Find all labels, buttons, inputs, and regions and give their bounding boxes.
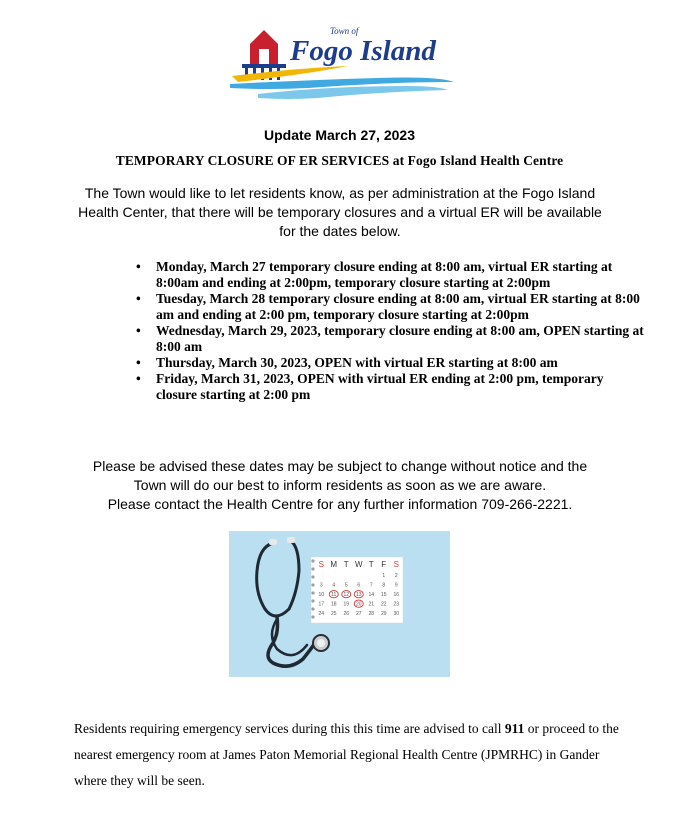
calendar-day: 21 [368,601,375,608]
list-item [136,371,646,403]
list-item-text: Thursday, March 30, 2023, OPEN with virtual ER starting at 8:00 am [156,355,558,370]
advisory-line: Please be advised these dates may be subject to change without notice and the [92,458,588,474]
calendar-day: 23 [393,601,400,608]
calendar-day: 10 [318,592,325,598]
calendar-weekday: W [354,560,363,569]
list-item [136,323,646,355]
update-title: Update March 27, 2023 [264,127,415,143]
calendar-day: 3 [319,582,323,589]
dates-list [106,259,646,403]
advisory-line: Please contact the Health Centre for any further information 709-266-2221. [107,496,573,512]
calendar-day: 24 [318,611,325,617]
calendar-day: 6 [357,582,361,589]
calendar-day: 5 [344,582,348,589]
stethoscope-calendar-photo [229,531,450,677]
calendar-day: 14 [368,592,375,598]
bullet: • [136,259,141,274]
calendar-day: 4 [332,582,336,589]
calendar-spiral-ring [311,615,314,618]
calendar-day: 2 [394,573,398,579]
bullet: • [136,355,141,370]
calendar-spiral-ring [311,607,314,610]
calendar-day: 30 [393,611,400,617]
calendar-day: 15 [380,592,387,598]
list-item-text: Tuesday, March 28 temporary closure ending at 8:00 am, virtual ER starting at 8:00 am and ending at 2:00 pm, temporary closure starting at 2:00pm [156,291,640,322]
calendar-day: 12 [343,592,350,598]
calendar-spiral-ring [311,575,314,578]
emergency-number: 911 [504,721,525,736]
calendar-day: 19 [343,601,350,608]
advisory-paragraph [60,457,620,514]
town-of-fogo-island-logo [228,22,454,104]
earpiece [269,539,277,545]
calendar-day: 26 [343,611,350,617]
calendar-spiral-ring [311,591,314,594]
calendar-weekday: F [381,560,387,569]
calendar-spiral-ring [311,567,314,570]
calendar-weekday: M [330,560,338,569]
bullet: • [136,291,141,306]
calendar-day: 17 [318,601,325,608]
footer-paragraph [74,716,624,794]
calendar-day: 1 [382,573,386,579]
list-item [136,291,646,323]
logo-small-text: Town of [330,26,359,36]
calendar-spiral-ring [311,599,314,602]
headline: TEMPORARY CLOSURE OF ER SERVICES at Fogo Island Health Centre [115,153,564,168]
earpiece [287,537,295,543]
calendar-day: 8 [382,582,386,589]
house-icon [250,30,278,64]
bullet: • [136,323,141,338]
intro-paragraph: The Town would like to let residents know, as per administration at the Fogo Island Health Center, that there will be temporary closures and a virtual ER will be available for the dates below. [78,185,602,239]
list-item [136,355,646,371]
calendar-day: 9 [394,582,398,589]
calendar-day: 13 [355,592,362,598]
calendar-day: 20 [355,601,362,608]
list-item [136,259,646,291]
list-item-text: Monday, March 27 temporary closure ending at 8:00 am, virtual ER starting at 8:00am and ending at 2:00pm, temporary closure starting at 2:00pm [156,259,613,290]
calendar-weekday: T [343,560,349,569]
calendar-card [311,557,403,623]
calendar-day: 18 [330,601,337,608]
calendar-weekday: S [318,560,324,569]
calendar-day: 29 [380,611,387,617]
calendar-day: 28 [368,611,375,617]
calendar-day: 16 [393,592,400,598]
list-item-text: Friday, March 31, 2023, OPEN with virtual ER ending at 2:00 pm, temporary closure starting at 2:00 pm [156,371,604,402]
calendar-weekday: S [393,560,399,569]
calendar-spiral-ring [311,559,314,562]
footer-text [74,716,624,794]
advisory-line: Town will do our best to inform residents as soon as we are aware. [133,477,547,493]
list-item-text: Wednesday, March 29, 2023, temporary closure ending at 8:00 am, OPEN starting at 8:00 am [156,323,644,354]
calendar-day: 25 [330,611,337,617]
calendar-weekday: T [368,560,374,569]
bullet: • [136,371,141,386]
calendar-spiral-ring [311,583,314,586]
footer-text-part: or proceed to the nearest emergency room at James Paton Memorial Regional Health Centre (JPMRHC) in Gander where they will be seen. [74,721,619,788]
calendar-day: 22 [380,601,387,608]
calendar-day: 7 [369,582,373,589]
calendar-day: 11 [331,592,337,598]
calendar-day: 27 [355,611,362,617]
logo-name-text: Fogo Island [290,35,436,67]
footer-text-part: Residents requiring emergency services during this this time are advised to call [74,721,505,736]
